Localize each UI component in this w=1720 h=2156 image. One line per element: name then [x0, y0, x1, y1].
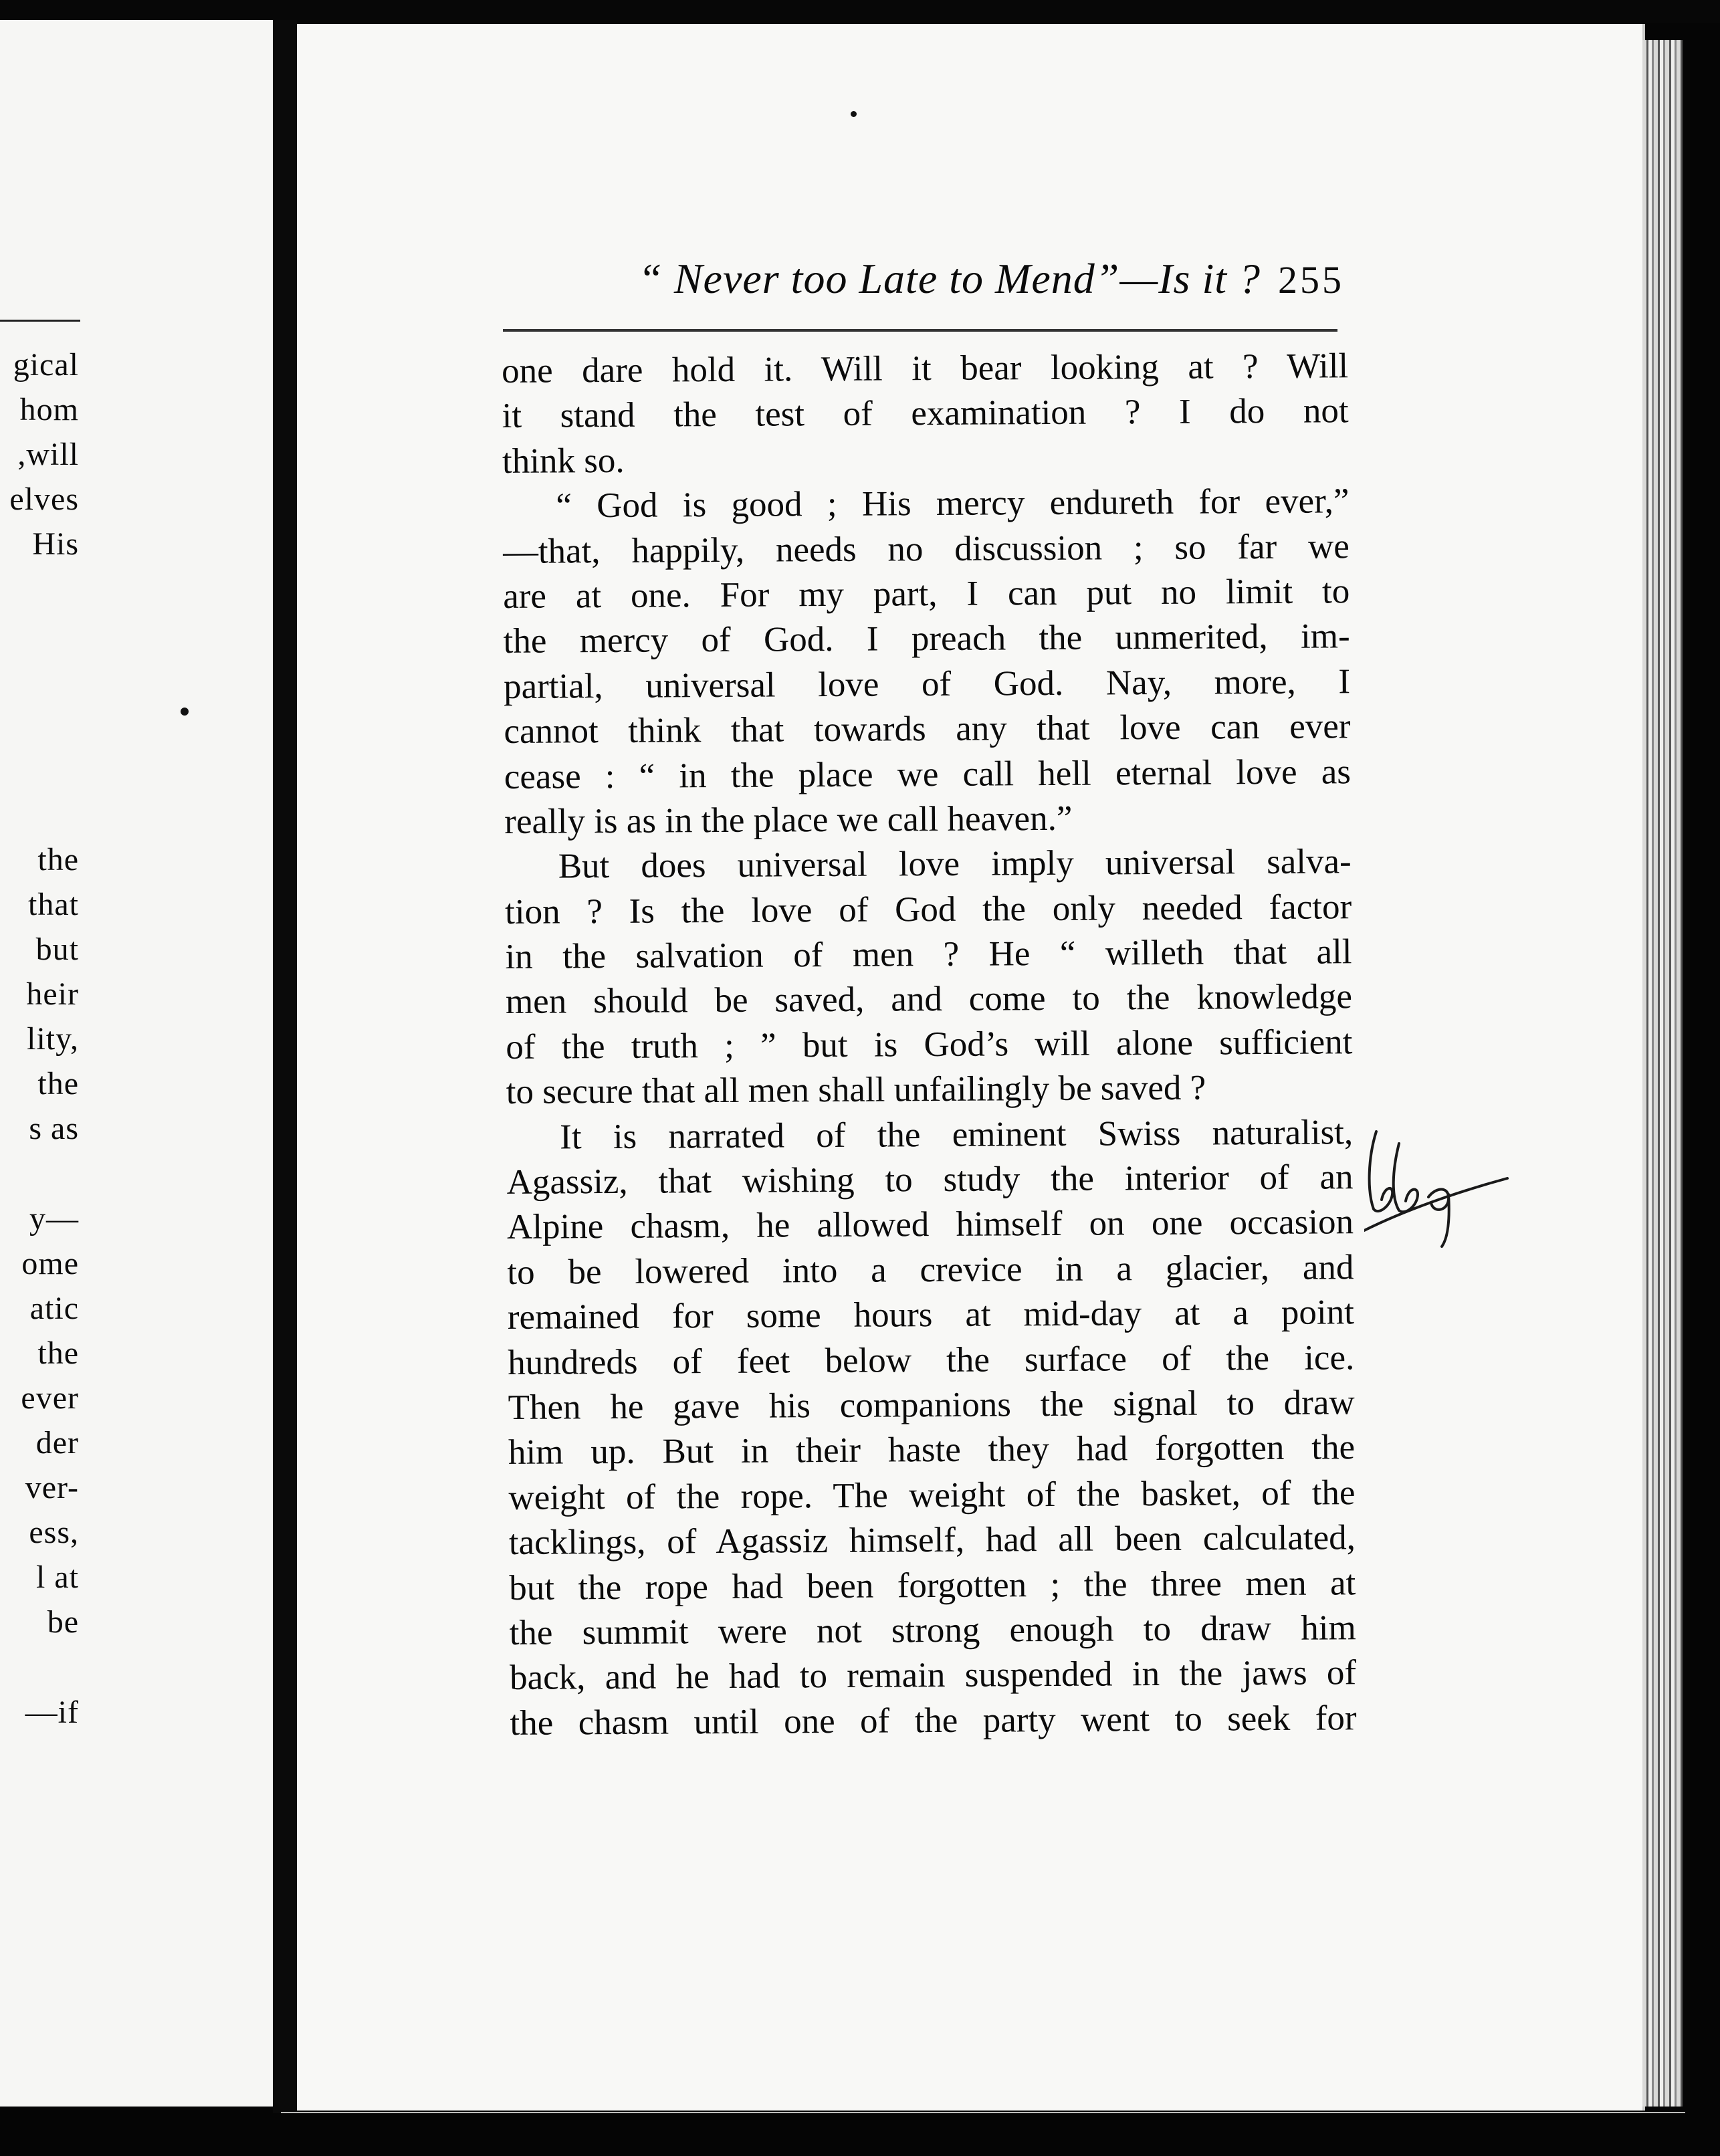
left-fragment: the [37, 1066, 79, 1101]
text-line: are at one. For my part, I can put no limit to [503, 572, 1350, 616]
left-fragment: that [28, 887, 79, 922]
left-fragment: hom [19, 392, 79, 427]
left-fragment: the [37, 842, 79, 877]
left-fragment: ess, [29, 1515, 79, 1550]
text-line: but the rope had been forgotten ; the three men at [509, 1563, 1356, 1608]
text-line: to be lowered into a crevice in a glacier, and [507, 1248, 1354, 1292]
text-line: remained for some hours at mid-day at a point [507, 1293, 1354, 1337]
text-line: of the truth ; ” but is God’s will alone sufficient [506, 1022, 1353, 1067]
left-fragment: ver- [25, 1470, 79, 1505]
text-line: the mercy of God. I preach the unmerited, im- [503, 617, 1350, 661]
left-fragment: atic [29, 1291, 79, 1326]
ink-speck [851, 111, 857, 117]
text-line: Then he gave his companions the signal to draw [508, 1383, 1355, 1427]
text-line: partial, universal love of God. Nay, more, I [503, 661, 1351, 706]
text-line: the summit were not strong enough to draw him [509, 1608, 1356, 1652]
left-fragment: lity, [27, 1021, 79, 1057]
left-fragment: His [32, 526, 79, 562]
ink-speck [181, 708, 189, 716]
text-line: it stand the test of examination ? I do not [502, 391, 1349, 436]
text-line: think so. [502, 441, 625, 481]
left-fragment: but [35, 932, 79, 967]
text-line: Alpine chasm, he allowed himself on one occasion [506, 1202, 1354, 1247]
text-line: cease : “ in the place we call hell eternal love as [504, 752, 1352, 796]
text-line: tion ? Is the love of God the only needed factor [504, 887, 1352, 932]
text-line: the chasm until one of the party went to seek for [510, 1698, 1357, 1743]
text-line: really is as in the place we call heaven.” [504, 798, 1073, 841]
left-fragment: —if [25, 1695, 79, 1730]
left-fragment: heir [26, 976, 79, 1012]
running-head-title: “ Never too Late to Mend”—Is it ? [638, 255, 1261, 302]
left-fragment: y— [29, 1201, 79, 1236]
text-line: hundreds of feet below the surface of the ice. [508, 1337, 1355, 1382]
text-line: —that, happily, needs no discussion ; so far we [502, 526, 1350, 571]
text-line: But does universal love imply universal salva- [558, 842, 1352, 886]
text-line: It is narrated of the eminent Swiss naturalist, [560, 1112, 1354, 1157]
text-line: tacklings, of Agassiz himself, had all been calculated, [508, 1518, 1356, 1563]
left-fragment: ome [21, 1246, 79, 1281]
text-line: back, and he had to remain suspended in the jaws of [509, 1653, 1357, 1698]
text-line: one dare hold it. Will it bear looking at ? Will [502, 346, 1349, 391]
text-line: him up. But in their haste they had forgotten the [508, 1428, 1356, 1473]
left-fragment: s as [29, 1111, 79, 1146]
left-fragment: be [47, 1604, 79, 1640]
left-fragment: l at [36, 1559, 79, 1595]
text-line: cannot think that towards any that love can ever [504, 707, 1351, 752]
left-fragment: der [35, 1425, 79, 1461]
left-fragment: ever [21, 1380, 79, 1416]
text-line: in the salvation of men ? He “ willeth that all [505, 932, 1352, 977]
left-fragment: gical [13, 347, 79, 383]
book-gutter [273, 20, 297, 2120]
running-head [582, 254, 1344, 314]
top-dark-edge [0, 0, 1720, 23]
header-rule [503, 329, 1337, 332]
text-line: men should be saved, and come to the knowledge [505, 977, 1353, 1022]
left-fragment: ,will [17, 437, 79, 472]
page-edge-stack [1642, 40, 1683, 2107]
left-fragment: the [37, 1335, 79, 1371]
text-line: weight of the rope. The weight of the basket, of the [508, 1473, 1356, 1517]
text-line: to secure that all men shall unfailingly be saved ? [506, 1068, 1206, 1112]
body-text [502, 344, 1357, 1746]
handwritten-annotation [1364, 1130, 1511, 1251]
bottom-dark-edge [0, 2113, 1720, 2156]
left-page-rule [0, 320, 80, 322]
left-fragment: elves [9, 481, 79, 517]
text-line: Agassiz, that wishing to study the interior of an [506, 1158, 1354, 1202]
text-line: “ God is good ; His mercy endureth for ever,” [556, 481, 1350, 526]
page-number: 255 [1278, 258, 1344, 302]
